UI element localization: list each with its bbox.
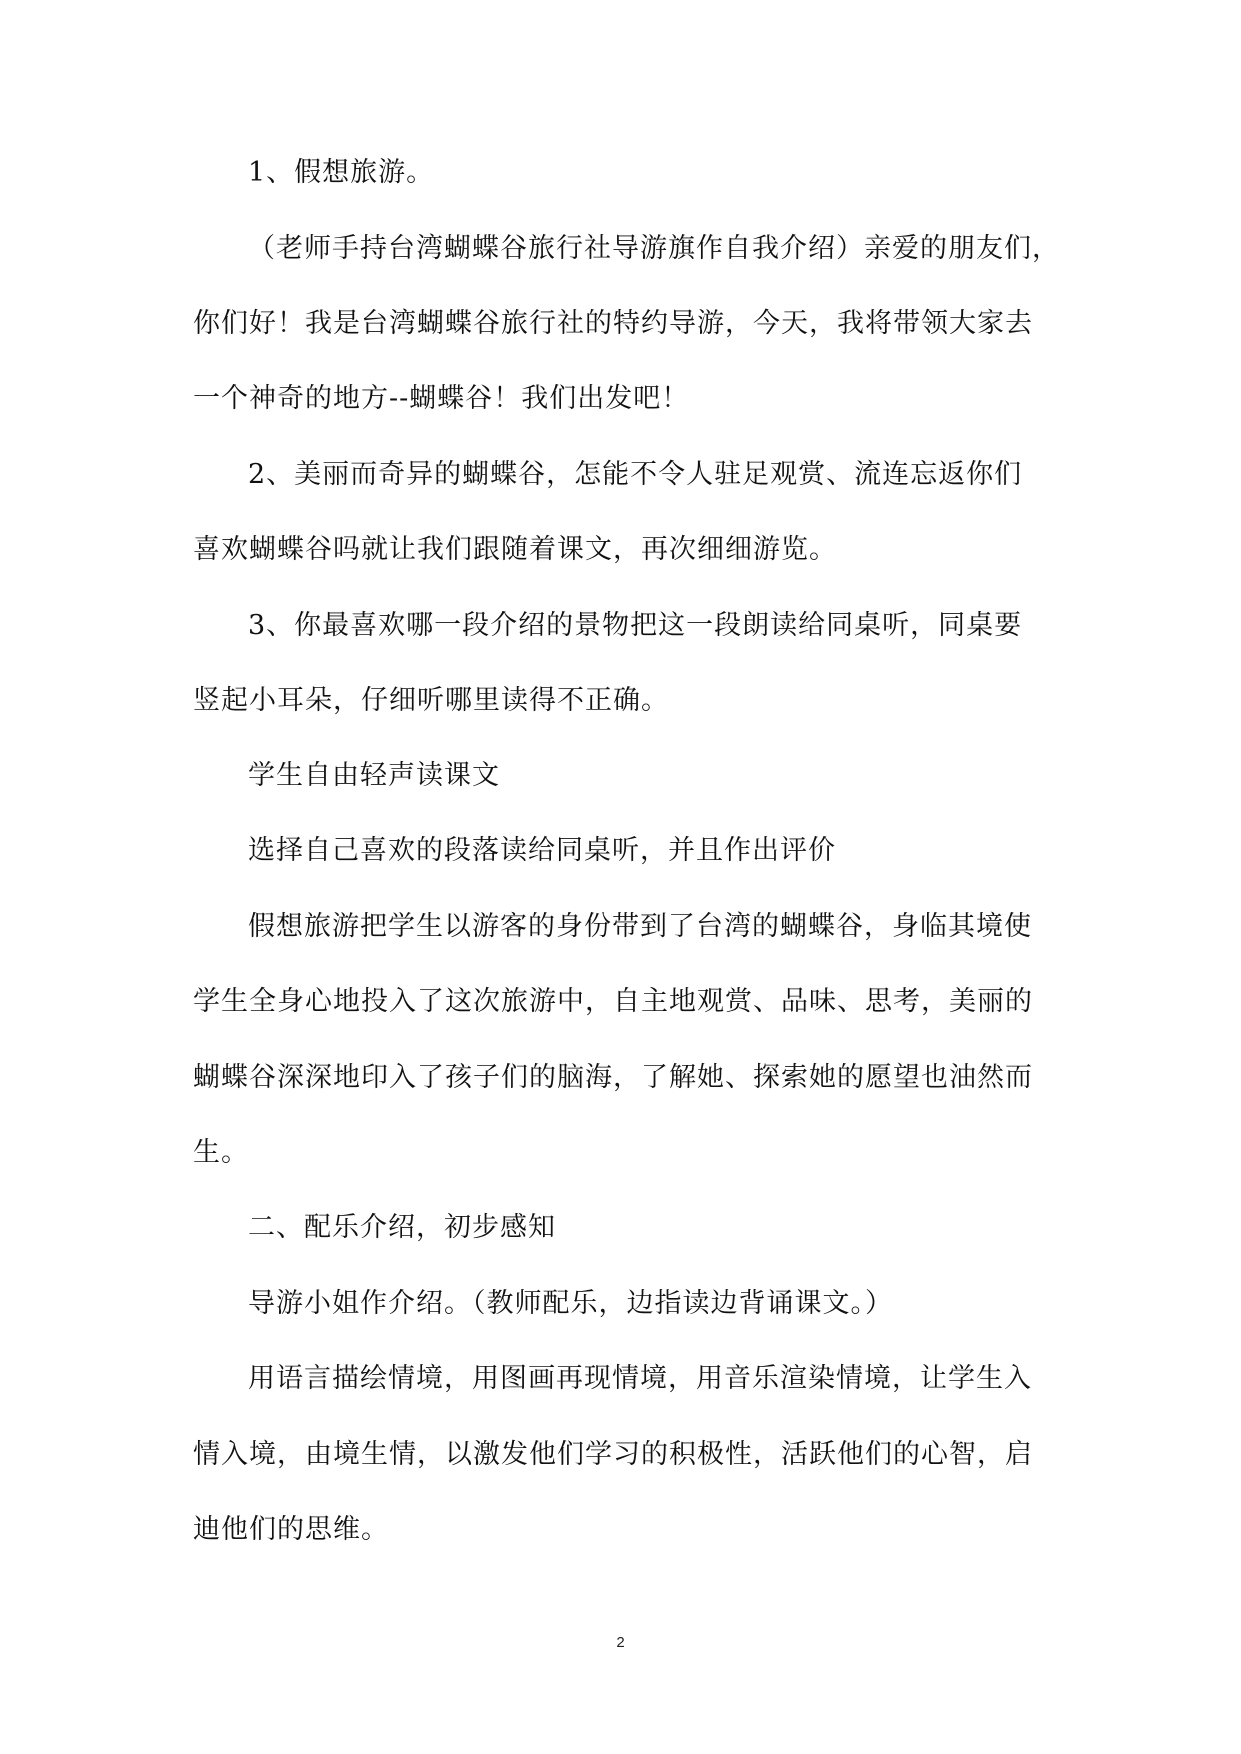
paragraph-line: 用语言描绘情境，用图画再现情境，用音乐渲染情境，让学生入	[248, 1363, 1032, 1394]
paragraph-line: 竖起小耳朵，仔细听哪里读得不正确。	[193, 685, 669, 716]
paragraph-line: 二、配乐介绍，初步感知	[248, 1212, 556, 1243]
paragraph-line: 情入境，由境生情，以激发他们学习的积极性，活跃他们的心智，启	[193, 1439, 1033, 1470]
paragraph-line: 1、假想旅游。	[248, 157, 435, 188]
paragraph-line: 学生自由轻声读课文	[248, 760, 500, 791]
paragraph-line: （老师手持台湾蝴蝶谷旅行社导游旗作自我介绍）亲爱的朋友们，	[248, 233, 1060, 264]
paragraph-line: 假想旅游把学生以游客的身份带到了台湾的蝴蝶谷，身临其境使	[248, 911, 1032, 942]
paragraph-line: 你们好！我是台湾蝴蝶谷旅行社的特约导游，今天，我将带领大家去	[193, 308, 1033, 339]
paragraph-line: 迪他们的思维。	[193, 1514, 389, 1545]
paragraph-line: 2、美丽而奇异的蝴蝶谷，怎能不令人驻足观赏、流连忘返你们	[248, 459, 1023, 490]
paragraph-line: 生。	[193, 1137, 249, 1168]
paragraph-line: 蝴蝶谷深深地印入了孩子们的脑海，了解她、探索她的愿望也油然而	[193, 1062, 1033, 1093]
paragraph-line: 导游小姐作介绍。（教师配乐，边指读边背诵课文。）	[248, 1288, 893, 1319]
paragraph-line: 3、你最喜欢哪一段介绍的景物把这一段朗读给同桌听，同桌要	[248, 610, 1023, 641]
page-number: 2	[616, 1634, 625, 1651]
paragraph-line: 喜欢蝴蝶谷吗就让我们跟随着课文，再次细细游览。	[193, 534, 837, 565]
paragraph-line: 学生全身心地投入了这次旅游中，自主地观赏、品味、思考，美丽的	[193, 986, 1033, 1017]
paragraph-line: 一个神奇的地方--蝴蝶谷！我们出发吧！	[193, 383, 690, 414]
paragraph-line: 选择自己喜欢的段落读给同桌听，并且作出评价	[248, 835, 836, 866]
